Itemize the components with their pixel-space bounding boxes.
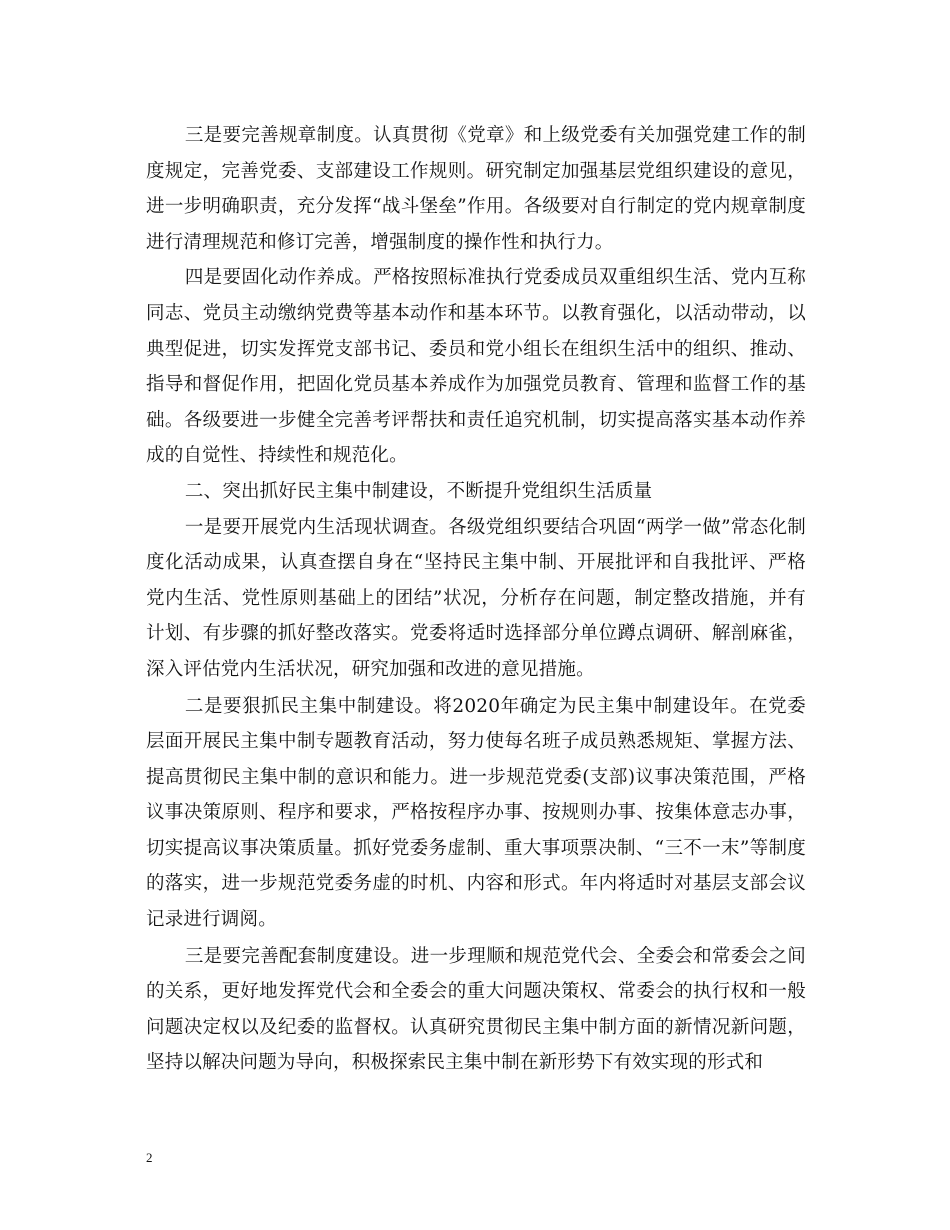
paragraph-rules-system: 三是要完善规章制度。认真贯彻《党章》和上级党委有关加强党建工作的制度规定，完善党委、支部建设工作规则。研究制定加强基层党组织建设的意见，进一步明确职责，充分发挥“战斗堡垒”作用。各级要对自行制定的党内规章制度进行清理规范和修订完善，增强制度的操作性和执行力。 bbox=[146, 125, 806, 253]
paragraph-action-habits: 四是要固化动作养成。严格按照标准执行党委成员双重组织生活、党内互称同志、党员主动缴纳党费等基本动作和基本环节。以教育强化，以活动带动，以典型促进，切实发挥党支部书记、委员和党小组长在组织生活中的组织、推动、指导和督促作用，把固化党员基本养成作为加强党员教育、管理和监督工作的基础。各级要进一步健全完善考评帮扶和责任追究机制，切实提高落实基本动作养成的自觉性、持续性和规范化。 bbox=[146, 267, 806, 467]
paragraph-party-life-survey: 一是要开展党内生活现状调查。各级党组织要结合巩固“两学一做”常态化制度化活动成果，认真查摆自身在“坚持民主集中制、开展批评和自我批评、严格党内生活、党性原则基础上的团结”状况，分析存在问题，制定整改措施，并有计划、有步骤的抓好整改落实。党委将适时选择部分单位蹲点调研、解剖麻雀，深入评估党内生活状况，研究加强和改进的意见措施。 bbox=[146, 516, 806, 680]
page-number: 2 bbox=[146, 1150, 153, 1165]
section-heading-democratic-centralism: 二、突出抓好民主集中制建设，不断提升党组织生活质量 bbox=[184, 480, 653, 502]
document-body bbox=[146, 118, 806, 1081]
paragraph-supporting-systems: 三是要完善配套制度建设。进一步理顺和规范党代会、全委会和常委会之间的关系，更好地发挥党代会和全委会的重大问题决策权、常委会的执行权和一般问题决定权以及纪委的监督权。认真研究贯彻民主集中制方面的新情况新问题，坚持以解决问题为导向，积极探索民主集中制在新形势下有效实现的形式和 bbox=[146, 945, 806, 1074]
paragraph-democratic-centralism-building: 二是要狠抓民主集中制建设。将2020年确定为民主集中制建设年。在党委层面开展民主集中制专题教育活动，努力使每名班子成员熟悉规矩、掌握方法、提高贯彻民主集中制的意识和能力。进一步规范党委(支部)议事决策范围，严格议事决策原则、程序和要求，严格按程序办事、按规则办事、按集体意志办事，切实提高议事决策质量。抓好党委务虚制、重大事项票决制、“三不一末”等制度的落实，进一步规范党委务虚的时机、内容和形式。年内将适时对基层支部会议记录进行调阅。 bbox=[146, 695, 806, 931]
